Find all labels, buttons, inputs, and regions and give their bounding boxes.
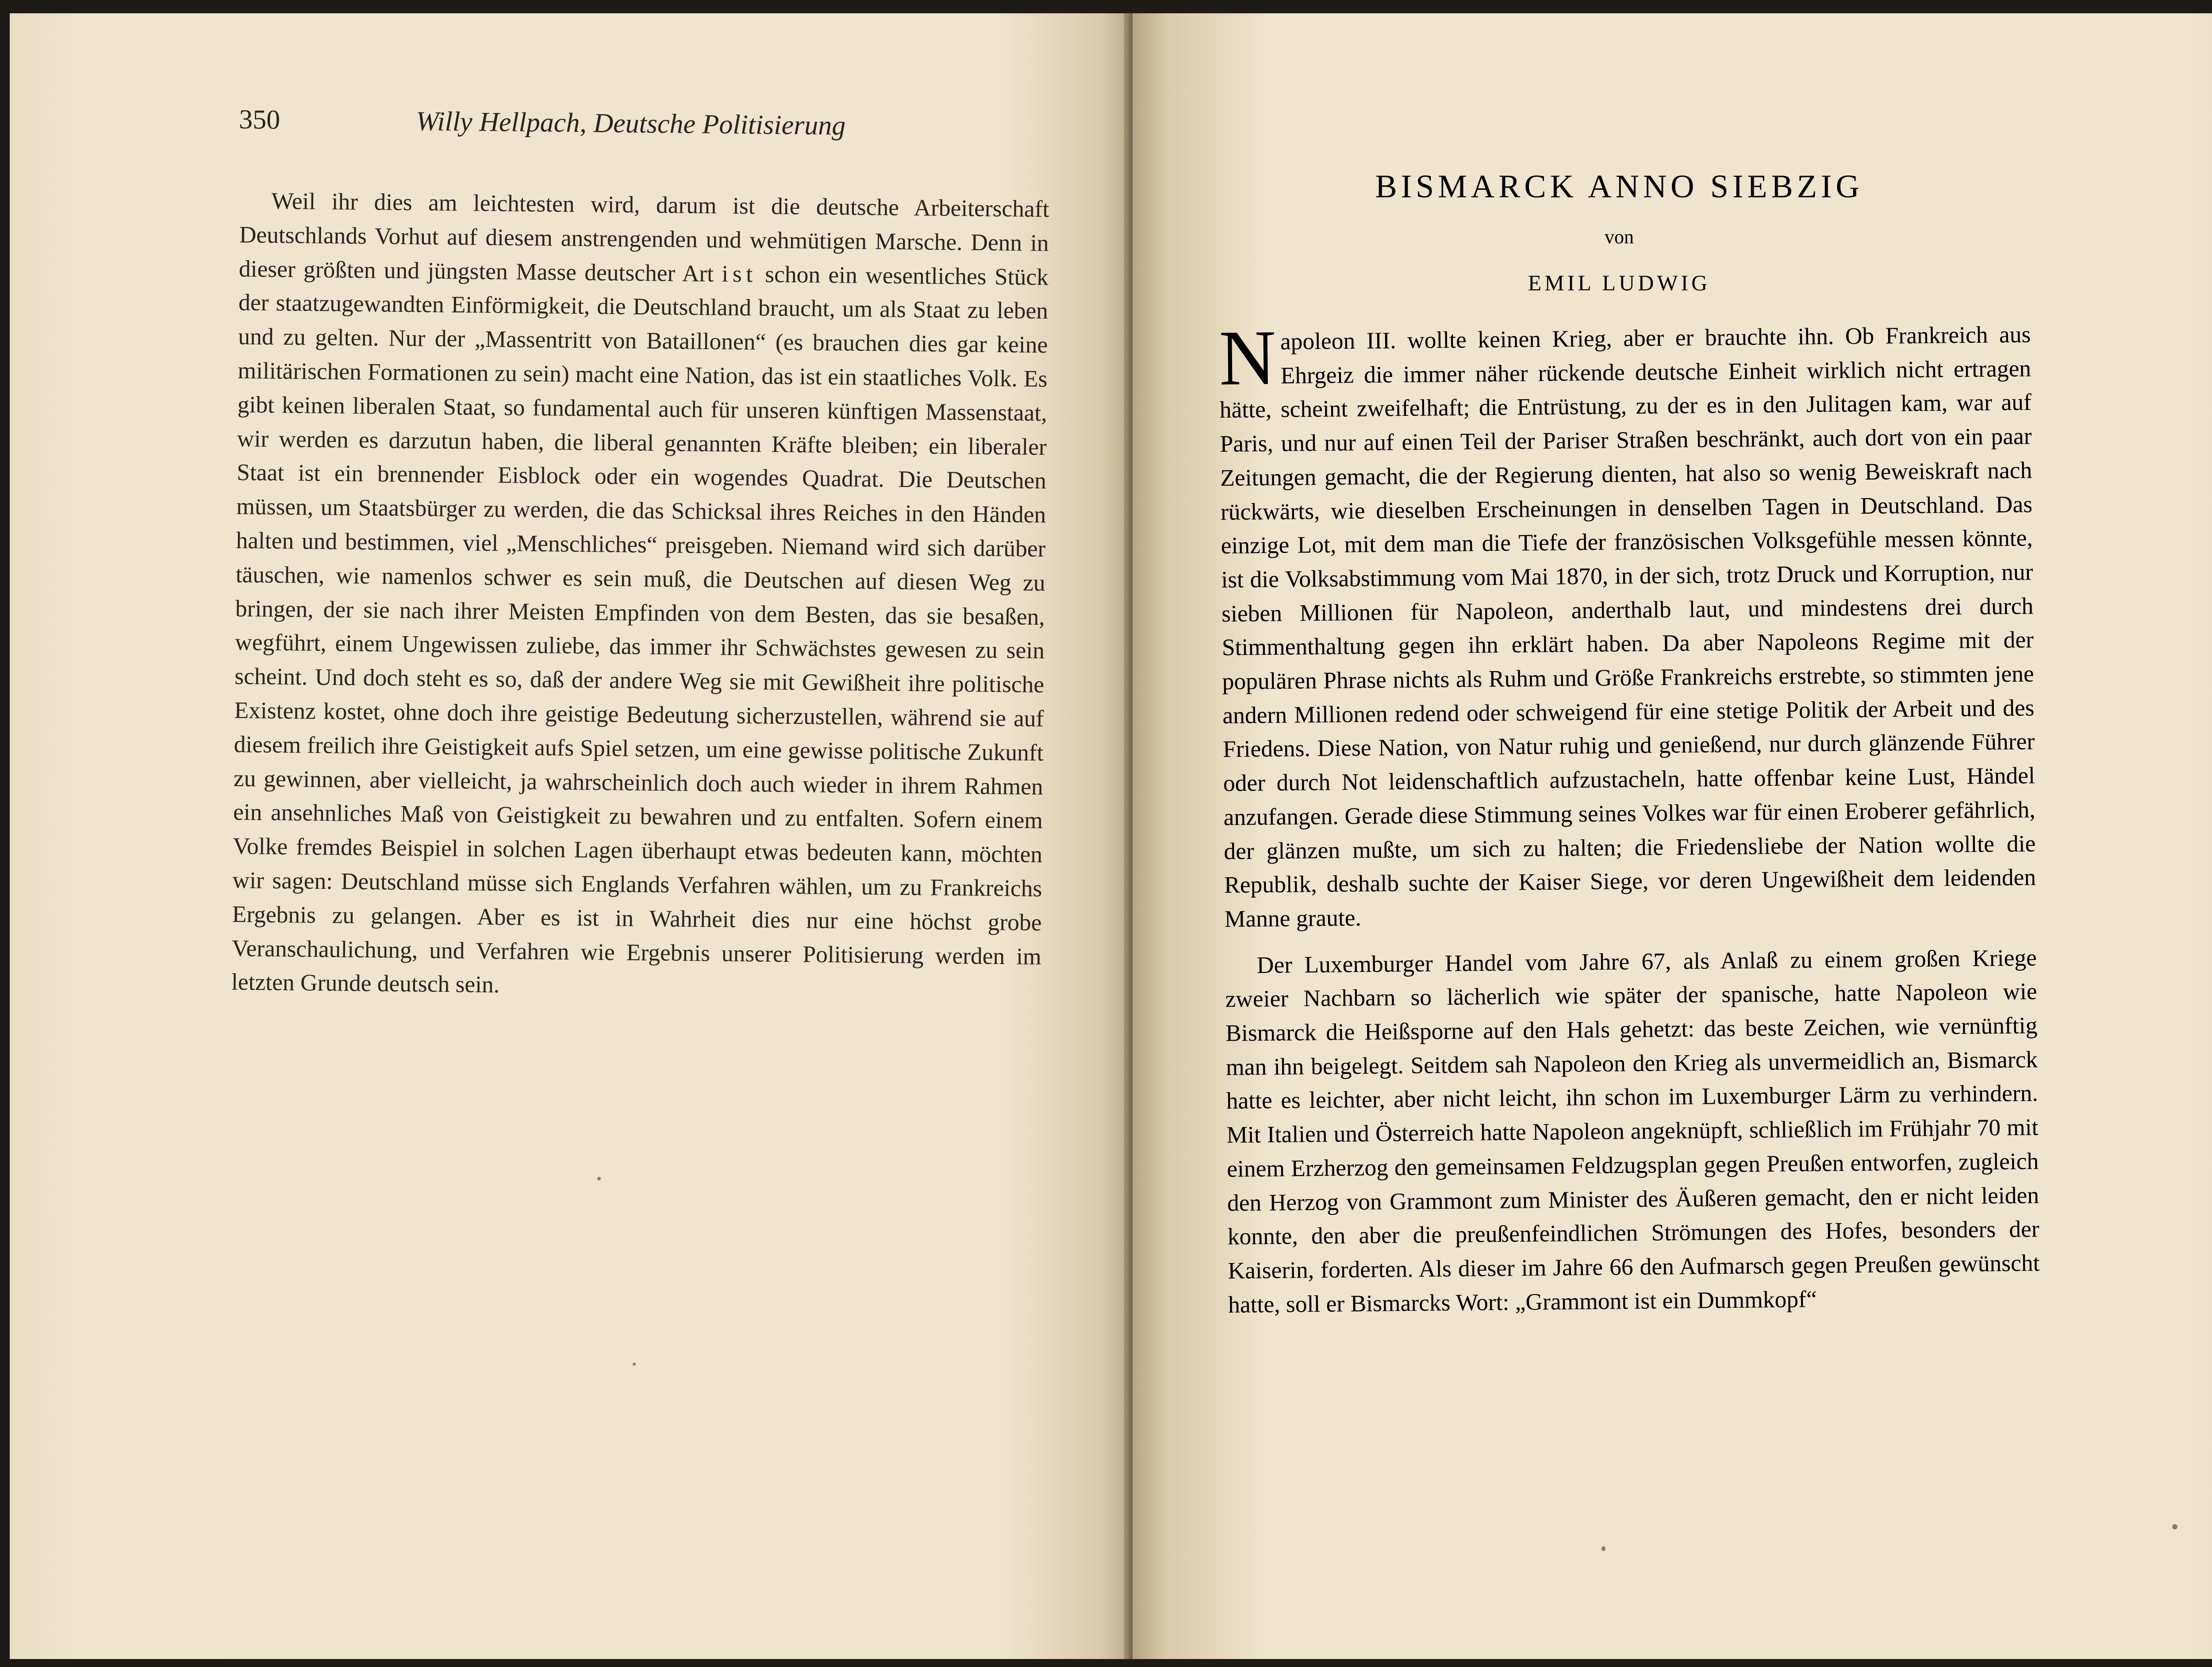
left-page <box>10 13 1133 1659</box>
left-paragraph <box>231 184 1049 1007</box>
right-body-text <box>1218 313 2040 1321</box>
page-number: 350 <box>238 104 280 135</box>
paper-speck <box>633 1363 636 1366</box>
article-byline-von: von <box>1605 226 1634 248</box>
article-author: EMIL LUDWIG <box>1528 270 1711 295</box>
right-paragraph-1 <box>1218 313 2036 936</box>
drop-cap: N <box>1218 313 1277 402</box>
paper-speck <box>2172 1524 2177 1529</box>
left-paragraph-emphasis: ist <box>722 260 757 287</box>
right-paragraph-1-text: apoleon III. wollte keinen Krieg, aber er brauchte ihn. Ob Frankreich aus Ehrgeiz die immer näher rückende deutsche Einheit wirklich nicht ertragen hätte, scheint zweifelhaft; die Entrüstung, zu der es in den Julitagen kam, war auf Paris, und nur auf einen Teil der Pariser Straßen beschränkt, auch dort von ein paar Zeitungen gemacht, die der Regierung dienten, hat also so wenig Beweiskraft nach rückwärts, wie dieselben Erscheinungen in denselben Tagen in Deutschland. Das einzige Lot, mit dem man die Tiefe der französischen Volksgefühle messen könnte, ist die Volksabstimmung vom Mai 1870, in der sich, trotz Druck und Korruption, nur sieben Millionen für Napoleon, anderthalb laut, und mindestens drei durch Stimmenthaltung gegen ihn erklärt haben. Da aber Napoleons Regime mit der populären Phrase nichts als Ruhm und Größe Frankreichs erstrebte, so stimmten jene andern Millionen redend oder schweigend für eine stetige Politik der Arbeit und des Friedens. Diese Nation, von Natur ruhig und genießend, nur durch glänzende Führer oder durch Not leidenschaftlich aufzustacheln, hatte offenbar keine Lust, Händel anzufangen. Gerade diese Stimmung seines Volkes war für einen Eroberer gefährlich, der glänzen mußte, um sich zu halten; die Friedensliebe der Nation wollte die Republik, deshalb suchte der Kaiser Siege, vor deren Ungewißheit dem leidenden Manne graute. <box>1219 321 2036 932</box>
paper-speck <box>597 1177 601 1180</box>
left-running-head <box>238 104 1079 161</box>
article-title: BISMARCK ANNO SIEBZIG <box>1375 169 1863 205</box>
left-body-text <box>231 184 1049 1007</box>
paper-speck <box>1601 1546 1605 1551</box>
left-paragraph-part-2: schon ein wesentliches Stück der staatzugewandten Einförmigkeit, die Deutschland braucht, um als Staat zu leben und zu gelten. Nur der „Massentritt von Bataillonen“ (es brauchen dies gar keine militärischen Formationen zu sein) macht eine Nation, das ist ein staatliches Volk. Es gibt keinen liberalen Staat, so fundamental auch für unseren künftigen Massenstaat, wir werden es darzutun haben, die liberal genannten Kräfte bleiben; ein liberaler Staat ist ein brennender Eisblock oder ein wogendes Quadrat. Die Deutschen müssen, um Staatsbürger zu werden, die das Schicksal ihres Reiches in den Händen halten und bestimmen, viel „Menschliches“ preisgeben. Niemand wird sich darüber täuschen, wie namenlos schwer es sein muß, die Deutschen auf diesen Weg zu bringen, der sie nach ihrer Meisten Empfinden von dem Besten, das sie besaßen, wegführt, einem Ungewissen zuliebe, das immer ihr Schwächstes gewesen zu sein scheint. Und doch steht es so, daß der andere Weg sie mit Gewißheit ihre politische Existenz kostet, ohne doch ihre geistige Bedeutung sicherzustellen, während sie auf diesem freilich ihre Geistigkeit aufs Spiel setzen, um eine gewisse politische Zukunft zu gewinnen, aber vielleicht, ja wahrscheinlich doch auch wieder in ihrem Rahmen ein ansehnliches Maß von Geistigkeit zu bewahren und zu entfalten. Sofern einem Volke fremdes Beispiel in solchen Lagen überhaupt etwas bedeuten kann, möchten wir sagen: Deutschland müsse sich Englands Verfahren wählen, um zu Frankreichs Ergebnis zu gelangen. Aber es ist in Wahrheit dies nur eine höchst grobe Veranschaulichung, und Verfahren wie Ergebnis unserer Politisierung werden im letzten Grunde deutsch sein. <box>231 260 1049 998</box>
left-paragraph-part-1: Weil ihr dies am leichtesten wird, darum ist die deutsche Arbeiterschaft Deutschlands Vorhut auf diesem anstrengenden und wehmütigen Marsche. Denn in dieser größten und jüngsten Masse deutscher Art <box>238 187 1049 287</box>
right-paragraph-2: Der Luxemburger Handel vom Jahre 67, als Anlaß zu einem großen Kriege zweier Nachbarn so lächerlich wie später der spanische, hatte Napoleon wie Bismarck die Heißsporne auf den Hals gehetzt: das beste Zeichen, wie vernünftig man ihn beigelegt. Seitdem sah Napoleon den Krieg als unvermeidlich an, Bismarck hatte es leichter, aber nicht leicht, ihn schon im Luxemburger Lärm zu verhindern. Mit Italien und Österreich hatte Napoleon angeknüpft, schließlich im Frühjahr 70 mit einem Erzherzog den gemeinsamen Feldzugsplan gegen Preußen entworfen, zugleich den Herzog von Grammont zum Minister des Äußeren gemacht, den er nicht leiden konnte, den aber die preußenfeindlichen Strömungen des Hofes, besonders der Kaiserin, forderten. Als dieser im Jahre 66 den Aufmarsch gegen Preußen gewünscht hatte, soll er Bismarcks Wort: „Grammont ist ein Dummkopf“ <box>1225 944 2040 1318</box>
running-head-title: Willy Hellpach, Deutsche Politisierung <box>415 106 846 141</box>
